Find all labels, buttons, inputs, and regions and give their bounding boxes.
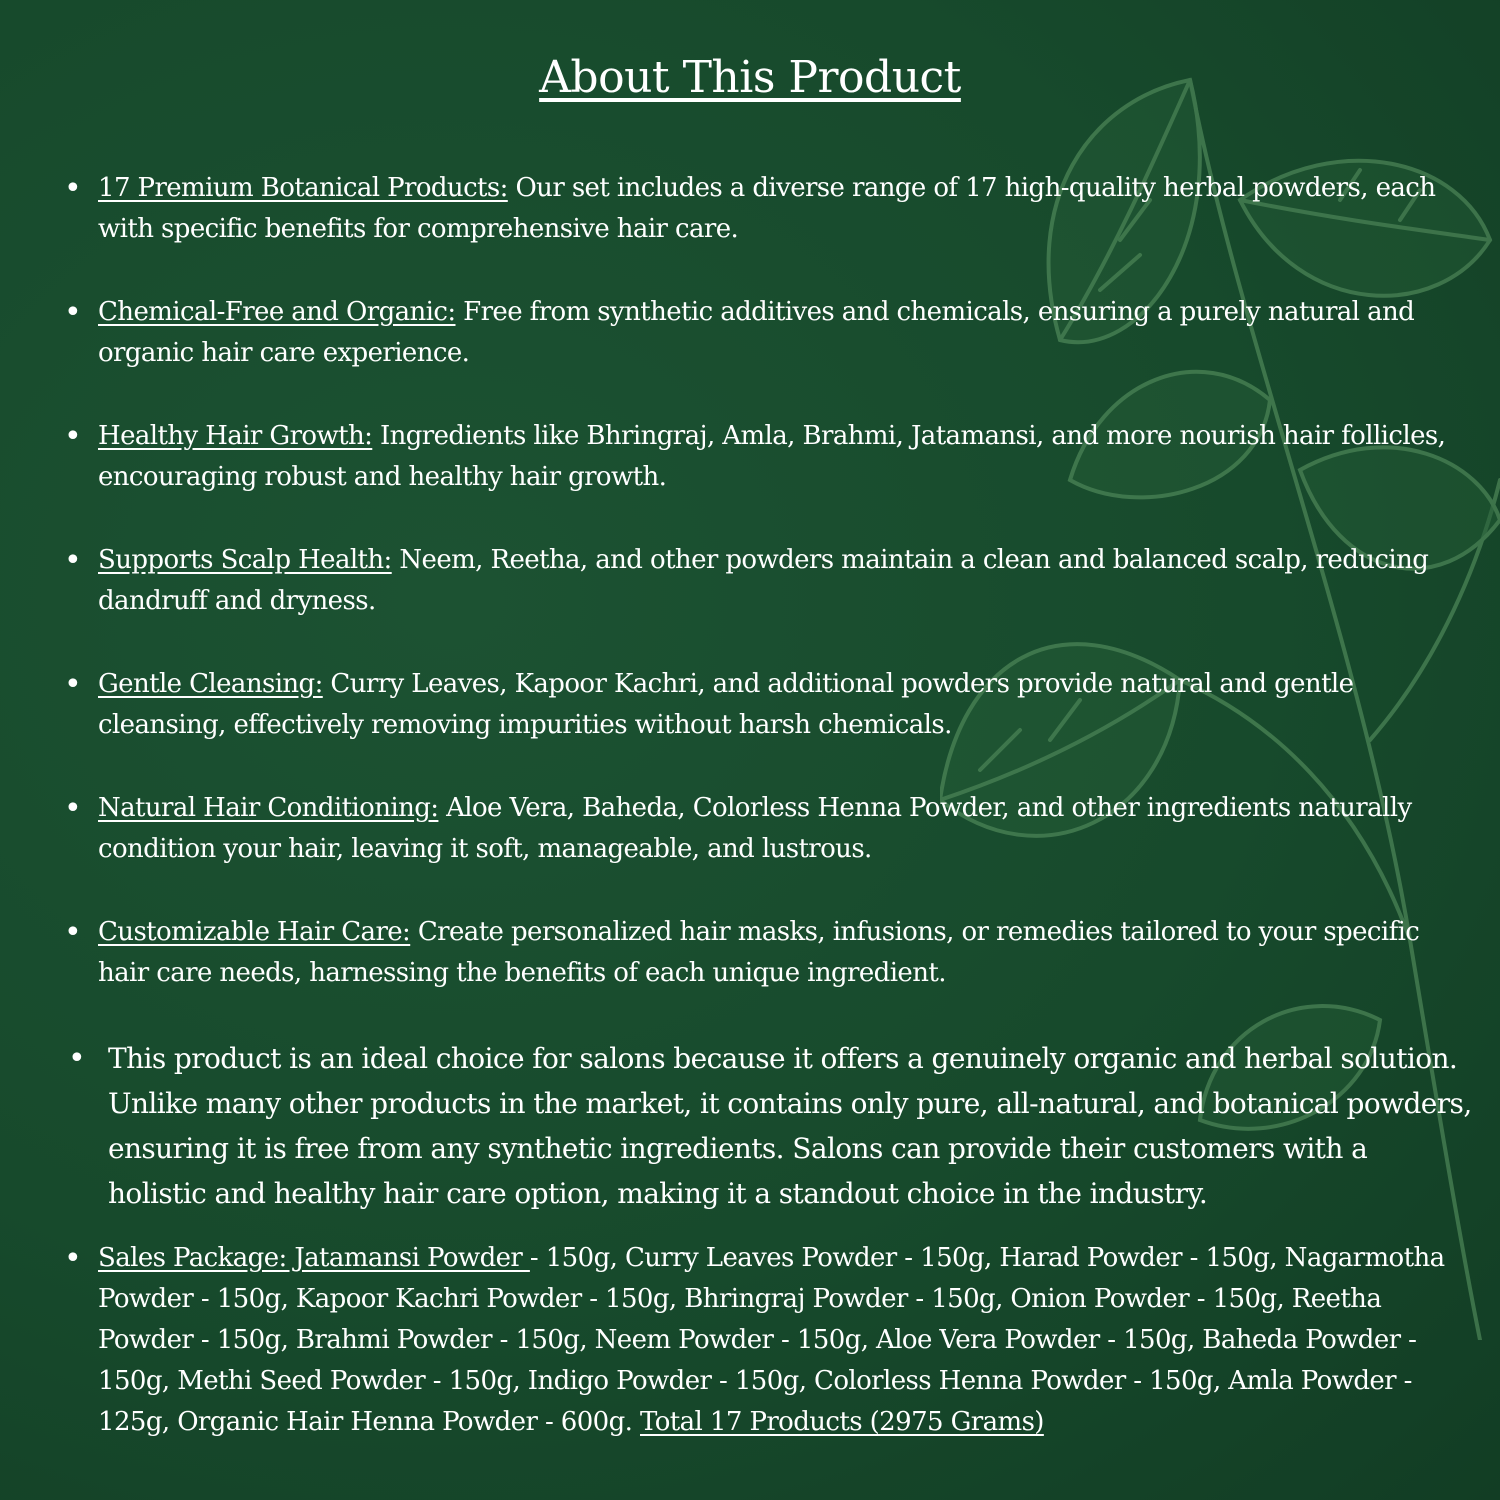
feature-label: 17 Premium Botanical Products:	[98, 173, 508, 203]
feature-text: Ingredients like Bhringraj, Amla, Brahmi, Jatamansi, and more nourish hair follicles, encouraging robust and healthy hair growth.	[98, 421, 1446, 492]
sales-package	[62, 1238, 1472, 1443]
feature-label: Healthy Hair Growth:	[98, 421, 373, 451]
sales-total: Total 17 Products (2975 Grams)	[640, 1407, 1044, 1437]
list-item	[62, 912, 1472, 994]
list-item	[62, 788, 1472, 870]
feature-label: Gentle Cleansing:	[98, 669, 323, 699]
feature-text: Create personalized hair masks, infusions, or remedies tailored to your specific hair care needs, harnessing the benefits of each unique ingredient.	[98, 917, 1420, 988]
feature-label: Customizable Hair Care:	[98, 917, 411, 947]
feature-label: Chemical-Free and Organic:	[98, 297, 456, 327]
feature-text: Our set includes a diverse range of 17 high-quality herbal powders, each with specific benefits for comprehensive hair care.	[98, 173, 1436, 244]
page-title: About This Product	[539, 52, 961, 103]
list-item	[62, 664, 1472, 746]
list-item	[62, 168, 1472, 250]
feature-text: Neem, Reetha, and other powders maintain a clean and balanced scalp, reducing dandruff and dryness.	[98, 545, 1429, 616]
sales-text: - 150g, Curry Leaves Powder - 150g, Harad Powder - 150g, Nagarmotha Powder - 150g, Kapoor Kachri Powder - 150g, Bhringraj Powder - 150g, Onion Powder - 150g, Reetha Powder - 150g, Brahmi Powder - 150g, Neem Powder - 150g, Aloe Vera Powder - 150g, Baheda Powder - 150g, Methi Seed Powder - 150g, Indigo Powder - 150g, Colorless Henna Powder - 150g, Amla Powder - 125g, Organic Hair Henna Powder - 600g.	[98, 1243, 1445, 1437]
salon-paragraph: • This product is an ideal choice for salons because it offers a genuinely organic and herbal solution. Unlike many other products in the market, it contains only pure, all-natural, and botanical powders, ensuring it is free from any synthetic ingredients. Salons can provide their customers with a holistic and healthy hair care option, making it a standout choice in the industry.	[66, 1036, 1472, 1216]
list-item	[62, 416, 1472, 498]
feature-label: Natural Hair Conditioning:	[98, 793, 439, 823]
feature-label: Supports Scalp Health:	[98, 545, 392, 575]
feature-text: Free from synthetic additives and chemicals, ensuring a purely natural and organic hair care experience.	[98, 297, 1415, 368]
feature-text: Aloe Vera, Baheda, Colorless Henna Powder, and other ingredients naturally condition your hair, leaving it soft, manageable, and lustrous.	[98, 793, 1412, 864]
feature-list	[62, 168, 1472, 1443]
list-item	[62, 292, 1472, 374]
list-item	[62, 540, 1472, 622]
feature-text: Curry Leaves, Kapoor Kachri, and additional powders provide natural and gentle cleansing, effectively removing impurities without harsh chemicals.	[98, 669, 1354, 740]
sales-label: Sales Package: Jatamansi Powder	[98, 1243, 530, 1273]
